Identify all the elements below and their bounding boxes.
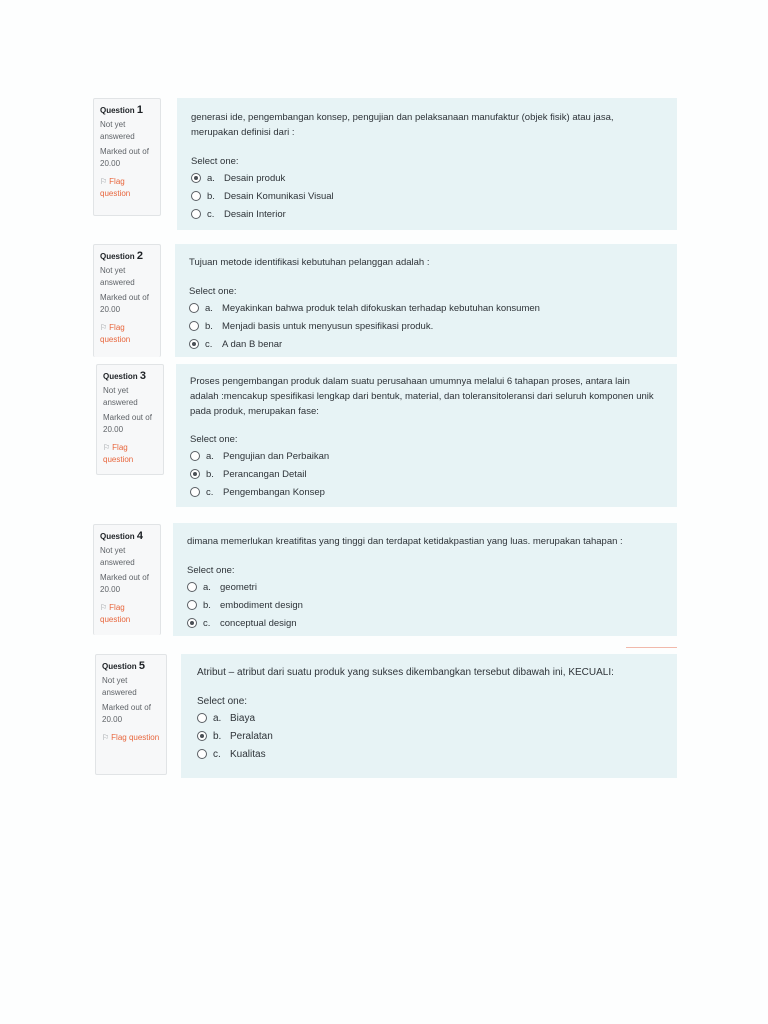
question-text: Tujuan metode identifikasi kebutuhan pelanggan adalah :	[189, 257, 430, 268]
radio-button[interactable]	[191, 209, 201, 219]
question-number: 1	[136, 104, 144, 116]
radio-button[interactable]	[190, 469, 200, 479]
answer-option[interactable]: b. Peralatan	[197, 727, 661, 745]
radio-button[interactable]	[189, 339, 199, 349]
question-label: Question 2	[100, 250, 144, 262]
radio-button[interactable]	[190, 487, 200, 497]
flag-icon: ⚐	[103, 443, 111, 452]
question-content-4	[173, 523, 677, 636]
answer-option[interactable]: a. Pengujian dan Perbaikan	[190, 447, 659, 465]
answer-option[interactable]: a. Meyakinkan bahwa produk telah difokuskan terhadap kebutuhan konsumen	[189, 299, 663, 317]
answer-option[interactable]: c. A dan B benar	[189, 335, 663, 353]
flag-question-link[interactable]: ⚐ Flag question	[100, 177, 131, 198]
question-number: 3	[139, 370, 147, 382]
radio-button[interactable]	[197, 731, 207, 741]
question-content-5	[181, 654, 677, 778]
question-info-2	[93, 244, 161, 357]
select-prompt: Select one:	[189, 286, 237, 297]
flag-icon: ⚐	[100, 603, 108, 612]
question-state: Not yet answered	[102, 676, 137, 697]
radio-button[interactable]	[189, 303, 199, 313]
question-marks: Marked out of 20.00	[100, 293, 149, 314]
radio-button[interactable]	[187, 618, 197, 628]
question-label: Question 5	[102, 660, 146, 672]
question-state: Not yet answered	[100, 266, 135, 287]
question-content-1	[177, 98, 677, 230]
question-label: Question 3	[103, 370, 147, 382]
question-marks: Marked out of 20.00	[100, 147, 149, 168]
flag-icon: ⚐	[100, 177, 108, 186]
flag-icon: ⚐	[102, 733, 110, 742]
answer-option[interactable]: b. embodiment design	[187, 596, 663, 614]
question-info-5	[95, 654, 167, 775]
answer-option[interactable]: c. Kualitas	[197, 745, 661, 763]
question-marks: Marked out of 20.00	[100, 573, 149, 594]
question-info-4	[93, 524, 161, 635]
answer-option[interactable]: b. Desain Komunikasi Visual	[191, 187, 663, 205]
answer-option[interactable]: a. geometri	[187, 578, 663, 596]
answer-option[interactable]: b. Menjadi basis untuk menyusun spesifikasi produk.	[189, 317, 663, 335]
answer-option[interactable]: b. Perancangan Detail	[190, 465, 659, 483]
select-prompt: Select one:	[190, 434, 238, 445]
question-info-3	[96, 364, 164, 475]
flag-question-link[interactable]: ⚐ Flag question	[102, 733, 160, 742]
radio-button[interactable]	[191, 191, 201, 201]
question-marks: Marked out of 20.00	[103, 413, 152, 434]
radio-button[interactable]	[197, 713, 207, 723]
radio-button[interactable]	[189, 321, 199, 331]
select-prompt: Select one:	[187, 565, 235, 576]
answer-option[interactable]: c. conceptual design	[187, 614, 663, 632]
question-text: generasi ide, pengembangan konsep, pengujian dan pelaksanaan manufaktur (objek fisik) atau jasa, merupakan definisi dari :	[191, 112, 614, 138]
divider-line	[626, 647, 677, 648]
flag-question-link[interactable]: ⚐ Flag question	[100, 323, 131, 344]
question-state: Not yet answered	[103, 386, 138, 407]
answer-option[interactable]: c. Desain Interior	[191, 205, 663, 223]
question-state: Not yet answered	[100, 120, 135, 141]
radio-button[interactable]	[191, 173, 201, 183]
question-content-2	[175, 244, 677, 357]
flag-icon: ⚐	[100, 323, 108, 332]
question-label: Question 4	[100, 530, 144, 542]
answer-option[interactable]: a. Biaya	[197, 709, 661, 727]
radio-button[interactable]	[187, 582, 197, 592]
radio-button[interactable]	[197, 749, 207, 759]
question-label: Question 1	[100, 104, 144, 116]
question-content-3	[176, 364, 677, 507]
question-info-1	[93, 98, 161, 216]
question-text: Proses pengembangan produk dalam suatu perusahaan umumnya melalui 6 tahapan proses, antara lain adalah :mencakup spesifikasi lengkap dari bentuk, material, dan toleransitoleransi dari seluruh komponen unik pada produk, merupakan fase:	[190, 376, 654, 417]
select-prompt: Select one:	[191, 156, 239, 167]
answer-option[interactable]: a. Desain produk	[191, 169, 663, 187]
radio-button[interactable]	[190, 451, 200, 461]
radio-button[interactable]	[187, 600, 197, 610]
question-marks: Marked out of 20.00	[102, 703, 151, 724]
question-number: 2	[136, 250, 144, 262]
question-text: Atribut – atribut dari suatu produk yang sukses dikembangkan tersebut dibawah ini, KECUALI:	[197, 667, 614, 678]
flag-question-link[interactable]: ⚐ Flag question	[100, 603, 131, 624]
question-text: dimana memerlukan kreatifitas yang tinggi dan terdapat ketidakpastian yang luas. merupakan tahapan :	[187, 536, 623, 547]
question-state: Not yet answered	[100, 546, 135, 567]
answer-option[interactable]: c. Pengembangan Konsep	[190, 483, 659, 501]
question-number: 5	[138, 660, 146, 672]
select-prompt: Select one:	[197, 696, 248, 707]
question-number: 4	[136, 530, 144, 542]
flag-question-link[interactable]: ⚐ Flag question	[103, 443, 134, 464]
